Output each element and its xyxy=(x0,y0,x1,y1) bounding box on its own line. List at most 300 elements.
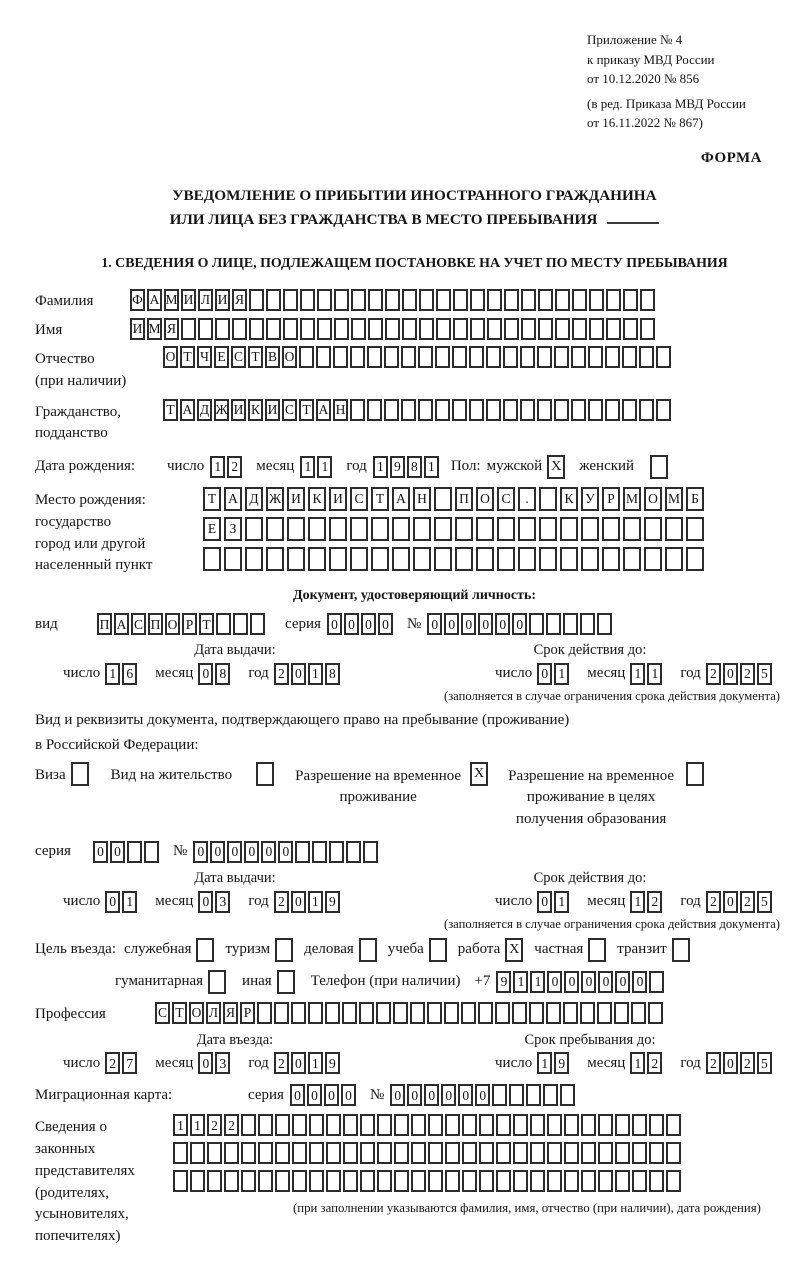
char-cell[interactable]: 0 xyxy=(341,1084,356,1106)
char-cell[interactable] xyxy=(215,318,230,340)
char-cell[interactable] xyxy=(539,517,557,541)
char-cell[interactable]: А xyxy=(147,289,162,311)
char-cell[interactable]: Т xyxy=(248,346,263,368)
char-cell[interactable]: Т xyxy=(299,399,314,421)
char-cell[interactable] xyxy=(249,289,264,311)
char-cell[interactable]: 2 xyxy=(706,1052,721,1074)
char-cell[interactable]: 5 xyxy=(757,891,772,913)
char-cell[interactable] xyxy=(615,1114,630,1136)
char-cell[interactable]: Я xyxy=(232,289,247,311)
char-cell[interactable] xyxy=(309,1142,324,1164)
char-cell[interactable] xyxy=(563,1002,578,1024)
char-cell[interactable]: 1 xyxy=(630,891,645,913)
char-cell[interactable] xyxy=(554,399,569,421)
char-cell[interactable]: К xyxy=(560,487,578,511)
char-cell[interactable]: 1 xyxy=(630,1052,645,1074)
char-cell[interactable]: П xyxy=(148,613,163,635)
char-cell[interactable]: И xyxy=(231,399,246,421)
char-cell[interactable] xyxy=(367,399,382,421)
char-cell[interactable] xyxy=(530,1142,545,1164)
char-cell[interactable]: С xyxy=(155,1002,170,1024)
char-cell[interactable] xyxy=(245,517,263,541)
char-cell[interactable]: 0 xyxy=(598,971,613,993)
char-cell[interactable] xyxy=(329,517,347,541)
char-cell[interactable] xyxy=(631,1002,646,1024)
char-cell[interactable] xyxy=(560,1084,575,1106)
char-cell[interactable] xyxy=(503,399,518,421)
char-cell[interactable] xyxy=(371,517,389,541)
char-cell[interactable]: 0 xyxy=(227,841,242,863)
char-cell[interactable]: 1 xyxy=(630,663,645,685)
char-cell[interactable] xyxy=(266,318,281,340)
char-cell[interactable] xyxy=(190,1142,205,1164)
char-cell[interactable] xyxy=(632,1170,647,1192)
char-cell[interactable] xyxy=(287,517,305,541)
option-temp-residence-education-checkbox[interactable] xyxy=(686,762,704,786)
char-cell[interactable]: . xyxy=(518,487,536,511)
char-cell[interactable] xyxy=(249,318,264,340)
char-cell[interactable]: 3 xyxy=(215,891,230,913)
char-cell[interactable] xyxy=(529,613,544,635)
char-cell[interactable] xyxy=(312,841,327,863)
char-cell[interactable] xyxy=(640,289,655,311)
char-cell[interactable] xyxy=(598,1142,613,1164)
char-cell[interactable] xyxy=(564,1114,579,1136)
char-cell[interactable]: Д xyxy=(245,487,263,511)
char-cell[interactable]: 0 xyxy=(324,1084,339,1106)
char-cell[interactable] xyxy=(639,399,654,421)
char-cell[interactable] xyxy=(241,1142,256,1164)
char-cell[interactable] xyxy=(572,318,587,340)
char-cell[interactable] xyxy=(359,1002,374,1024)
char-cell[interactable]: И xyxy=(287,487,305,511)
char-cell[interactable] xyxy=(232,318,247,340)
char-cell[interactable] xyxy=(411,1114,426,1136)
char-cell[interactable]: 9 xyxy=(390,456,405,478)
char-cell[interactable] xyxy=(351,289,366,311)
char-cell[interactable]: Т xyxy=(172,1002,187,1024)
char-cell[interactable] xyxy=(469,399,484,421)
char-cell[interactable] xyxy=(486,346,501,368)
char-cell[interactable]: 0 xyxy=(307,1084,322,1106)
char-cell[interactable]: 2 xyxy=(740,891,755,913)
char-cell[interactable]: И xyxy=(265,399,280,421)
char-cell[interactable]: М xyxy=(665,487,683,511)
char-cell[interactable] xyxy=(368,318,383,340)
char-cell[interactable] xyxy=(537,346,552,368)
char-cell[interactable] xyxy=(434,517,452,541)
char-cell[interactable]: Я xyxy=(164,318,179,340)
char-cell[interactable]: А xyxy=(316,399,331,421)
char-cell[interactable]: 6 xyxy=(122,663,137,685)
char-cell[interactable] xyxy=(300,318,315,340)
char-cell[interactable] xyxy=(241,1170,256,1192)
char-cell[interactable]: Л xyxy=(198,289,213,311)
char-cell[interactable]: 0 xyxy=(344,613,359,635)
char-cell[interactable] xyxy=(224,1170,239,1192)
char-cell[interactable]: В xyxy=(265,346,280,368)
char-cell[interactable]: 2 xyxy=(740,1052,755,1074)
char-cell[interactable]: 0 xyxy=(475,1084,490,1106)
char-cell[interactable]: М xyxy=(164,289,179,311)
char-cell[interactable] xyxy=(495,1002,510,1024)
char-cell[interactable]: 0 xyxy=(93,841,108,863)
char-cell[interactable] xyxy=(656,399,671,421)
char-cell[interactable] xyxy=(346,841,361,863)
char-cell[interactable] xyxy=(632,1142,647,1164)
char-cell[interactable] xyxy=(292,1142,307,1164)
char-cell[interactable]: 1 xyxy=(105,663,120,685)
char-cell[interactable] xyxy=(666,1142,681,1164)
char-cell[interactable] xyxy=(428,1170,443,1192)
purpose-work-checkbox[interactable]: X xyxy=(505,938,523,962)
char-cell[interactable] xyxy=(300,289,315,311)
char-cell[interactable] xyxy=(452,346,467,368)
char-cell[interactable] xyxy=(292,1170,307,1192)
char-cell[interactable]: Б xyxy=(686,487,704,511)
char-cell[interactable] xyxy=(623,517,641,541)
char-cell[interactable] xyxy=(622,399,637,421)
char-cell[interactable]: 0 xyxy=(110,841,125,863)
char-cell[interactable]: 2 xyxy=(207,1114,222,1136)
char-cell[interactable] xyxy=(384,399,399,421)
char-cell[interactable] xyxy=(367,346,382,368)
char-cell[interactable] xyxy=(605,399,620,421)
char-cell[interactable] xyxy=(539,547,557,571)
char-cell[interactable] xyxy=(317,289,332,311)
char-cell[interactable] xyxy=(376,1002,391,1024)
char-cell[interactable] xyxy=(614,1002,629,1024)
char-cell[interactable]: А xyxy=(224,487,242,511)
char-cell[interactable] xyxy=(615,1142,630,1164)
char-cell[interactable]: А xyxy=(392,487,410,511)
char-cell[interactable] xyxy=(520,346,535,368)
char-cell[interactable]: Т xyxy=(371,487,389,511)
char-cell[interactable] xyxy=(686,517,704,541)
char-cell[interactable]: 0 xyxy=(290,1084,305,1106)
char-cell[interactable] xyxy=(497,517,515,541)
char-cell[interactable] xyxy=(504,289,519,311)
char-cell[interactable]: 0 xyxy=(407,1084,422,1106)
char-cell[interactable] xyxy=(546,613,561,635)
char-cell[interactable]: 2 xyxy=(227,456,242,478)
char-cell[interactable] xyxy=(555,289,570,311)
char-cell[interactable]: 9 xyxy=(554,1052,569,1074)
char-cell[interactable] xyxy=(512,1002,527,1024)
char-cell[interactable]: 1 xyxy=(554,663,569,685)
char-cell[interactable]: 1 xyxy=(173,1114,188,1136)
char-cell[interactable] xyxy=(581,517,599,541)
char-cell[interactable]: 0 xyxy=(424,1084,439,1106)
char-cell[interactable]: 0 xyxy=(581,971,596,993)
char-cell[interactable] xyxy=(665,517,683,541)
char-cell[interactable] xyxy=(639,346,654,368)
char-cell[interactable] xyxy=(350,517,368,541)
char-cell[interactable] xyxy=(233,613,248,635)
char-cell[interactable]: 0 xyxy=(723,1052,738,1074)
char-cell[interactable] xyxy=(530,1170,545,1192)
char-cell[interactable]: И xyxy=(181,289,196,311)
char-cell[interactable]: 0 xyxy=(390,1084,405,1106)
char-cell[interactable] xyxy=(648,1002,663,1024)
purpose-transit-checkbox[interactable] xyxy=(672,938,690,962)
char-cell[interactable]: 1 xyxy=(300,456,315,478)
char-cell[interactable] xyxy=(334,318,349,340)
purpose-tourism-checkbox[interactable] xyxy=(275,938,293,962)
char-cell[interactable] xyxy=(666,1114,681,1136)
char-cell[interactable]: И xyxy=(329,487,347,511)
purpose-official-checkbox[interactable] xyxy=(196,938,214,962)
char-cell[interactable]: 0 xyxy=(723,891,738,913)
char-cell[interactable] xyxy=(479,1142,494,1164)
char-cell[interactable]: 7 xyxy=(122,1052,137,1074)
char-cell[interactable]: 0 xyxy=(615,971,630,993)
char-cell[interactable]: Л xyxy=(206,1002,221,1024)
char-cell[interactable]: О xyxy=(476,487,494,511)
char-cell[interactable] xyxy=(572,289,587,311)
char-cell[interactable] xyxy=(445,1142,460,1164)
char-cell[interactable]: Ч xyxy=(197,346,212,368)
char-cell[interactable] xyxy=(392,517,410,541)
char-cell[interactable] xyxy=(283,318,298,340)
char-cell[interactable] xyxy=(309,1170,324,1192)
char-cell[interactable]: 2 xyxy=(706,891,721,913)
char-cell[interactable] xyxy=(513,1142,528,1164)
char-cell[interactable] xyxy=(333,346,348,368)
char-cell[interactable]: 9 xyxy=(325,1052,340,1074)
char-cell[interactable]: О xyxy=(163,346,178,368)
char-cell[interactable] xyxy=(343,1170,358,1192)
char-cell[interactable] xyxy=(435,399,450,421)
char-cell[interactable] xyxy=(538,289,553,311)
char-cell[interactable] xyxy=(434,547,452,571)
char-cell[interactable]: О xyxy=(165,613,180,635)
char-cell[interactable]: А xyxy=(114,613,129,635)
char-cell[interactable]: 1 xyxy=(210,456,225,478)
char-cell[interactable] xyxy=(478,1002,493,1024)
char-cell[interactable]: 0 xyxy=(198,663,213,685)
char-cell[interactable]: К xyxy=(308,487,326,511)
char-cell[interactable] xyxy=(308,517,326,541)
char-cell[interactable]: З xyxy=(224,517,242,541)
char-cell[interactable]: 0 xyxy=(547,971,562,993)
char-cell[interactable] xyxy=(257,1002,272,1024)
char-cell[interactable] xyxy=(563,613,578,635)
char-cell[interactable]: 0 xyxy=(291,891,306,913)
char-cell[interactable]: 1 xyxy=(122,891,137,913)
char-cell[interactable]: Т xyxy=(203,487,221,511)
char-cell[interactable] xyxy=(411,1170,426,1192)
char-cell[interactable]: 0 xyxy=(723,663,738,685)
char-cell[interactable]: 1 xyxy=(530,971,545,993)
char-cell[interactable] xyxy=(606,289,621,311)
char-cell[interactable] xyxy=(419,289,434,311)
char-cell[interactable]: 0 xyxy=(193,841,208,863)
char-cell[interactable] xyxy=(539,487,557,511)
char-cell[interactable] xyxy=(207,1142,222,1164)
char-cell[interactable] xyxy=(571,399,586,421)
char-cell[interactable] xyxy=(644,517,662,541)
char-cell[interactable] xyxy=(275,1114,290,1136)
char-cell[interactable] xyxy=(266,289,281,311)
char-cell[interactable]: Т xyxy=(199,613,214,635)
char-cell[interactable] xyxy=(224,1142,239,1164)
char-cell[interactable] xyxy=(418,399,433,421)
char-cell[interactable] xyxy=(602,547,620,571)
char-cell[interactable]: 0 xyxy=(444,613,459,635)
char-cell[interactable]: 0 xyxy=(564,971,579,993)
char-cell[interactable] xyxy=(564,1170,579,1192)
char-cell[interactable] xyxy=(360,1142,375,1164)
char-cell[interactable] xyxy=(513,1170,528,1192)
char-cell[interactable] xyxy=(377,1170,392,1192)
char-cell[interactable]: 1 xyxy=(308,663,323,685)
char-cell[interactable]: 2 xyxy=(706,663,721,685)
blank-underline[interactable] xyxy=(607,222,659,224)
char-cell[interactable]: 3 xyxy=(215,1052,230,1074)
char-cell[interactable] xyxy=(486,399,501,421)
char-cell[interactable] xyxy=(329,841,344,863)
char-cell[interactable] xyxy=(224,547,242,571)
char-cell[interactable] xyxy=(241,1114,256,1136)
char-cell[interactable] xyxy=(470,289,485,311)
char-cell[interactable]: 0 xyxy=(327,613,342,635)
char-cell[interactable] xyxy=(385,289,400,311)
char-cell[interactable]: 0 xyxy=(198,1052,213,1074)
char-cell[interactable] xyxy=(325,1002,340,1024)
char-cell[interactable]: 1 xyxy=(537,1052,552,1074)
char-cell[interactable]: 0 xyxy=(261,841,276,863)
char-cell[interactable] xyxy=(521,289,536,311)
char-cell[interactable] xyxy=(299,346,314,368)
char-cell[interactable]: 0 xyxy=(495,613,510,635)
char-cell[interactable]: 5 xyxy=(757,1052,772,1074)
char-cell[interactable] xyxy=(479,1114,494,1136)
char-cell[interactable] xyxy=(530,1114,545,1136)
char-cell[interactable]: О xyxy=(644,487,662,511)
char-cell[interactable]: 1 xyxy=(647,663,662,685)
char-cell[interactable] xyxy=(360,1170,375,1192)
char-cell[interactable] xyxy=(479,1170,494,1192)
char-cell[interactable]: Ф xyxy=(130,289,145,311)
char-cell[interactable]: 1 xyxy=(308,891,323,913)
char-cell[interactable]: 2 xyxy=(274,663,289,685)
char-cell[interactable] xyxy=(496,1142,511,1164)
char-cell[interactable] xyxy=(445,1170,460,1192)
char-cell[interactable] xyxy=(274,1002,289,1024)
char-cell[interactable]: Т xyxy=(163,399,178,421)
sex-male-checkbox[interactable]: X xyxy=(547,455,565,479)
char-cell[interactable]: 1 xyxy=(513,971,528,993)
char-cell[interactable] xyxy=(275,1142,290,1164)
char-cell[interactable] xyxy=(606,318,621,340)
char-cell[interactable]: Ж xyxy=(214,399,229,421)
char-cell[interactable] xyxy=(547,1114,562,1136)
char-cell[interactable] xyxy=(455,547,473,571)
char-cell[interactable] xyxy=(216,613,231,635)
char-cell[interactable]: С xyxy=(231,346,246,368)
char-cell[interactable]: 1 xyxy=(554,891,569,913)
char-cell[interactable]: 2 xyxy=(274,1052,289,1074)
char-cell[interactable] xyxy=(434,487,452,511)
char-cell[interactable]: Р xyxy=(240,1002,255,1024)
char-cell[interactable] xyxy=(350,399,365,421)
char-cell[interactable] xyxy=(588,399,603,421)
char-cell[interactable]: 0 xyxy=(427,613,442,635)
char-cell[interactable] xyxy=(496,1170,511,1192)
char-cell[interactable]: 1 xyxy=(317,456,332,478)
char-cell[interactable] xyxy=(581,1142,596,1164)
sex-female-checkbox[interactable] xyxy=(650,455,668,479)
char-cell[interactable] xyxy=(487,289,502,311)
char-cell[interactable] xyxy=(598,1170,613,1192)
char-cell[interactable] xyxy=(509,1084,524,1106)
char-cell[interactable] xyxy=(173,1170,188,1192)
char-cell[interactable]: 8 xyxy=(325,663,340,685)
char-cell[interactable] xyxy=(394,1170,409,1192)
char-cell[interactable] xyxy=(497,547,515,571)
purpose-private-checkbox[interactable] xyxy=(588,938,606,962)
char-cell[interactable] xyxy=(309,1114,324,1136)
char-cell[interactable] xyxy=(453,289,468,311)
char-cell[interactable] xyxy=(598,1114,613,1136)
char-cell[interactable]: 0 xyxy=(441,1084,456,1106)
char-cell[interactable]: Я xyxy=(223,1002,238,1024)
char-cell[interactable] xyxy=(351,318,366,340)
char-cell[interactable]: 0 xyxy=(461,613,476,635)
char-cell[interactable] xyxy=(360,1114,375,1136)
char-cell[interactable] xyxy=(581,1170,596,1192)
char-cell[interactable] xyxy=(258,1170,273,1192)
char-cell[interactable] xyxy=(649,971,664,993)
char-cell[interactable] xyxy=(413,547,431,571)
char-cell[interactable] xyxy=(393,1002,408,1024)
char-cell[interactable] xyxy=(602,517,620,541)
char-cell[interactable] xyxy=(476,547,494,571)
char-cell[interactable]: С xyxy=(131,613,146,635)
char-cell[interactable]: 1 xyxy=(190,1114,205,1136)
char-cell[interactable] xyxy=(343,1142,358,1164)
char-cell[interactable]: С xyxy=(350,487,368,511)
char-cell[interactable] xyxy=(410,1002,425,1024)
char-cell[interactable] xyxy=(496,1114,511,1136)
char-cell[interactable] xyxy=(462,1114,477,1136)
char-cell[interactable] xyxy=(342,1002,357,1024)
purpose-business-checkbox[interactable] xyxy=(359,938,377,962)
char-cell[interactable]: 1 xyxy=(424,456,439,478)
char-cell[interactable] xyxy=(640,318,655,340)
char-cell[interactable]: 0 xyxy=(105,891,120,913)
char-cell[interactable]: И xyxy=(215,289,230,311)
char-cell[interactable]: 0 xyxy=(244,841,259,863)
char-cell[interactable] xyxy=(291,1002,306,1024)
char-cell[interactable] xyxy=(623,318,638,340)
char-cell[interactable] xyxy=(326,1142,341,1164)
char-cell[interactable] xyxy=(560,547,578,571)
char-cell[interactable] xyxy=(444,1002,459,1024)
char-cell[interactable] xyxy=(402,318,417,340)
char-cell[interactable] xyxy=(401,399,416,421)
char-cell[interactable] xyxy=(329,547,347,571)
char-cell[interactable] xyxy=(589,318,604,340)
char-cell[interactable] xyxy=(462,1170,477,1192)
char-cell[interactable] xyxy=(428,1142,443,1164)
char-cell[interactable] xyxy=(418,346,433,368)
char-cell[interactable]: 0 xyxy=(512,613,527,635)
char-cell[interactable]: 2 xyxy=(647,1052,662,1074)
char-cell[interactable] xyxy=(250,613,265,635)
char-cell[interactable] xyxy=(555,318,570,340)
